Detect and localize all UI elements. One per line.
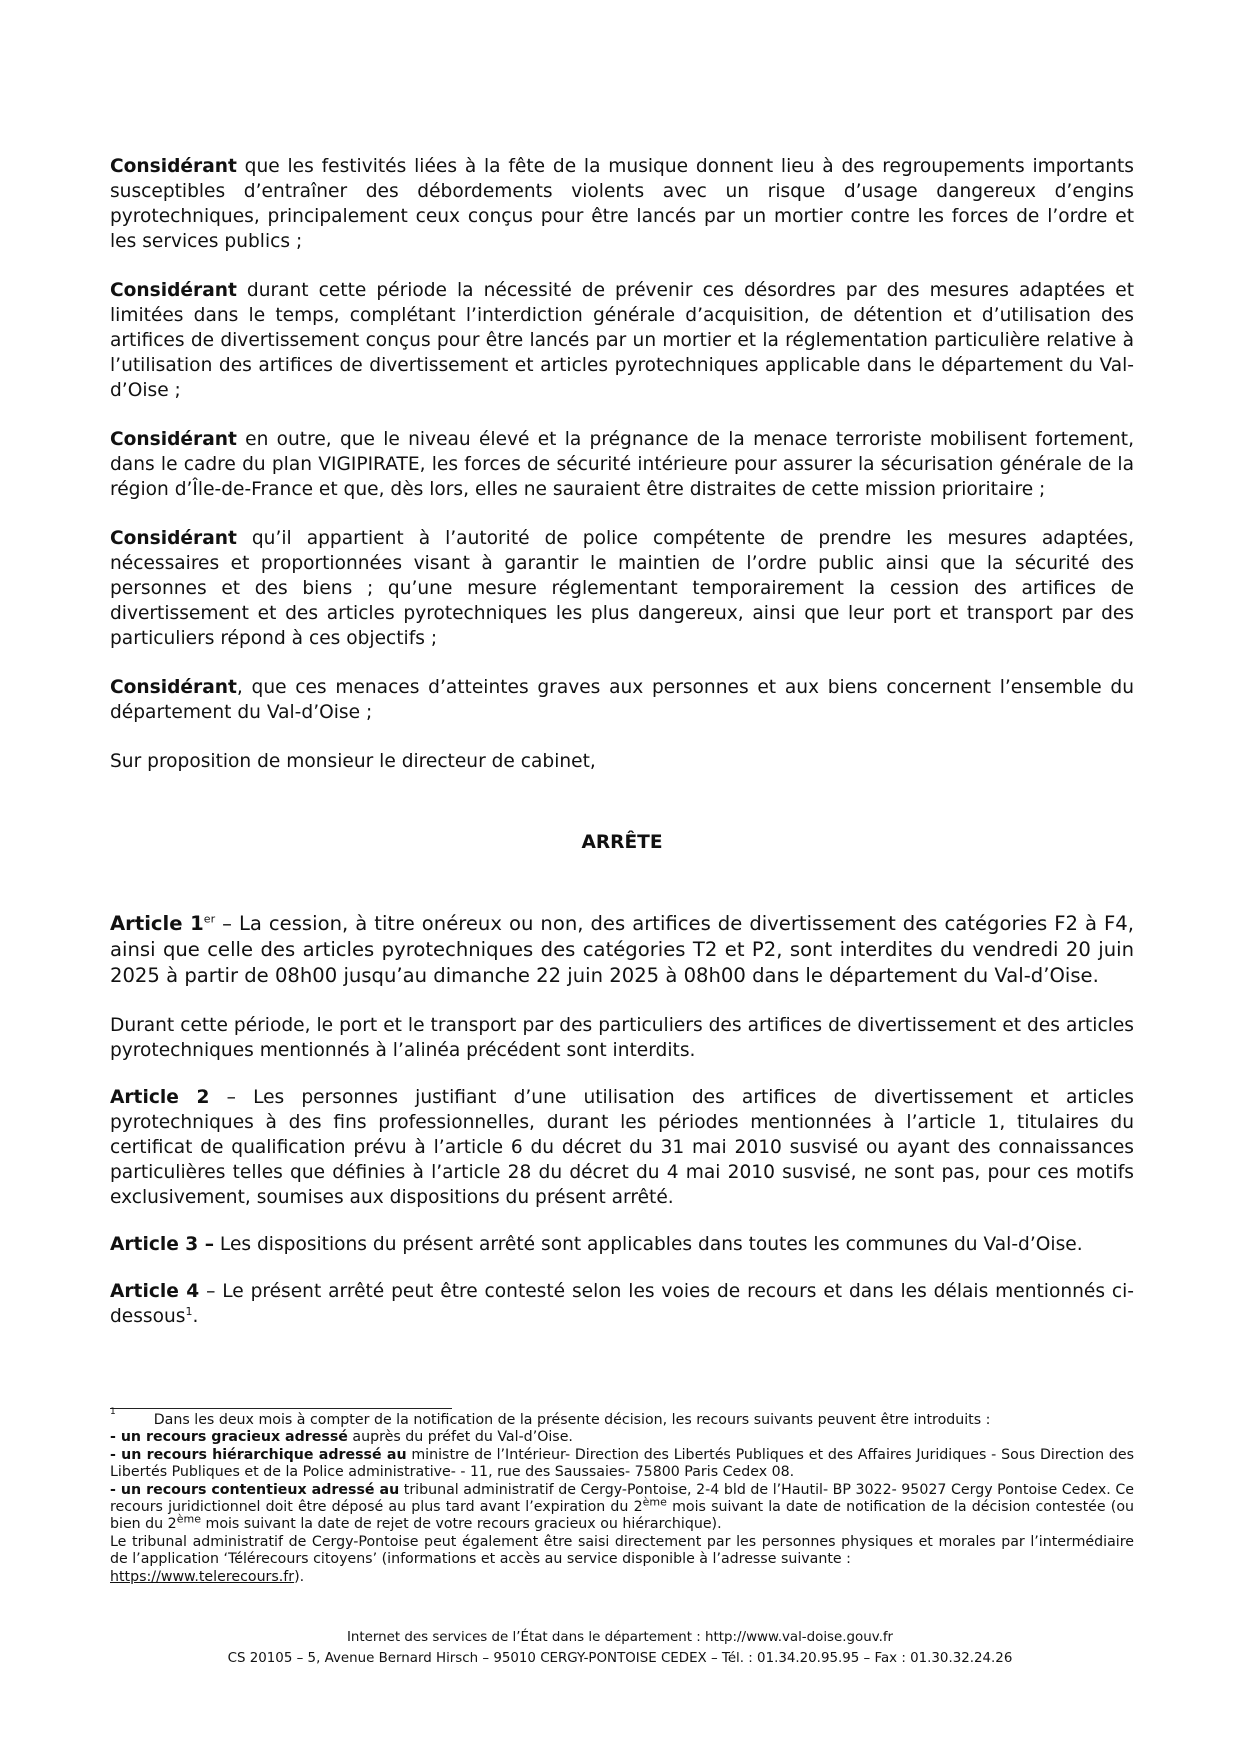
article-3 bbox=[110, 1232, 1134, 1257]
footnote-number: 1 bbox=[110, 1407, 116, 1417]
footnote-hierarchique bbox=[110, 1447, 1134, 1482]
considerant-lead: Considérant bbox=[110, 677, 237, 698]
footnote-hierarchique-text: ministre de l’Intérieur- Direction des Libertés Publiques et des Affaires Juridiques - Sous Direction des Libertés Publiques et de la Police administrative- - 11, rue des Saussaies- 75800 Paris Cedex 08. bbox=[110, 1446, 1134, 1481]
footnote-link-end: ). bbox=[294, 1568, 305, 1585]
article-4-text: – Le présent arrêté peut être contesté selon les voies de recours et dans les délais mentionnés ci-dessous bbox=[110, 1281, 1134, 1327]
footnote-telerecours bbox=[110, 1534, 1134, 1586]
article-2 bbox=[110, 1085, 1134, 1210]
footnote-ref[interactable]: 1 bbox=[185, 1304, 193, 1318]
footnote-intro-text: Dans les deux mois à compter de la notification de la présente décision, les recours suivants peuvent être introduits : bbox=[153, 1412, 991, 1428]
document-body bbox=[110, 154, 1134, 1329]
considerant-text: qu’il appartient à l’autorité de police compétente de prendre les mesures adaptées, nécessaires et proportionnées visant à garantir le maintien de l’ordre public ainsi que la sécurité des personnes et des biens ; qu’une mesure réglementant temporairement la cession des artifices de divertissement et des articles pyrotechniques les plus dangereux, ainsi que leur port et transport par des particuliers répond à ces objectifs ; bbox=[110, 528, 1134, 649]
article-2-text: – Les personnes justifiant d’une utilisation des artifices de divertissement et articles pyrotechniques à des fins professionnelles, durant les périodes mentionnées à l’article 1, titulaires du certificat de qualification prévu à l’article 6 du décret du 31 mai 2010 susvisé ou ayant des connaissances particulières telles que définies à l’article 28 du décret du 4 mai 2010 susvisé, ne sont pas, pour ces motifs exclusivement, soumises aux dispositions du présent arrêté. bbox=[110, 1087, 1134, 1208]
considerant-lead: Considérant bbox=[110, 156, 237, 177]
footnote-contentieux-text-a: tribunal administratif de Cergy-Pontoise, 2-4 bld de l’Hautil- BP 3022- 95027 Cergy Pontoise Cedex. Ce recours juridictionnel doit être déposé au plus tard avant l’expiration du 2 bbox=[110, 1481, 1134, 1516]
article-3-text: Les dispositions du présent arrêté sont applicables dans toutes les communes du Val-d’Oise. bbox=[214, 1234, 1083, 1255]
article-2-lead: Article 2 bbox=[110, 1087, 210, 1108]
considerant-text: en outre, que le niveau élevé et la prégnance de la menace terroriste mobilisent fortement, dans le cadre du plan VIGIPIRATE, les forces de sécurité intérieure pour assurer la sécurisation générale de la région d’Île-de-France et que, dès lors, elles ne sauraient être distraites de cette mission prioritaire ; bbox=[110, 429, 1134, 500]
considerant-text: durant cette période la nécessité de prévenir ces désordres par des mesures adaptées et limitées dans le temps, complétant l’interdiction générale d’acquisition, de détention et d’utilisation des artifices de divertissement conçus pour être lancés par un mortier et la réglementation particulière relative à l’utilisation des artifices de divertissement et articles pyrotechniques applicable dans le département du Val-d’Oise ; bbox=[110, 280, 1134, 401]
considerant-paragraph bbox=[110, 154, 1134, 254]
considerant-paragraph bbox=[110, 278, 1134, 403]
considerant-paragraph bbox=[110, 526, 1134, 651]
footnote-gracieux bbox=[110, 1429, 1134, 1446]
considerant-lead: Considérant bbox=[110, 528, 237, 549]
footnote-telerecours-text: Le tribunal administratif de Cergy-Pontoise peut également être saisi directement par les personnes physiques et morales par l’intermédiaire de l’application ‘Télérecours citoyens’ (informations et accès au service disponible à l’adresse suivante : bbox=[110, 1533, 1134, 1568]
article-1-lead: Article 1 bbox=[110, 912, 204, 935]
arrete-heading: ARRÊTE bbox=[581, 832, 663, 853]
considerant-text: , que ces menaces d’atteintes graves aux personnes et aux biens concernent l’ensemble du département du Val-d’Oise ; bbox=[110, 677, 1134, 723]
footnote-sup-a: ème bbox=[642, 1495, 667, 1509]
footer-website-line: Internet des services de l’État dans le département : http://www.val-doise.gouv.fr bbox=[346, 1630, 894, 1645]
footnote-divider bbox=[110, 1408, 452, 1409]
footnote-intro bbox=[110, 1407, 1134, 1429]
footnote-sup-b: ème bbox=[176, 1512, 201, 1526]
article-4 bbox=[110, 1279, 1134, 1329]
footnotes bbox=[110, 1407, 1135, 1586]
article-1-sup: er bbox=[203, 912, 216, 926]
article-4-lead: Article 4 bbox=[110, 1281, 200, 1302]
proposition-line: Sur proposition de monsieur le directeur de cabinet, bbox=[110, 751, 596, 772]
considerant-lead: Considérant bbox=[110, 429, 237, 450]
footer-address-line: CS 20105 – 5, Avenue Bernard Hirsch – 95010 CERGY-PONTOISE CEDEX – Tél. : 01.34.20.95.95 – Fax : 01.30.32.24.26 bbox=[227, 1651, 1013, 1666]
article-1 bbox=[110, 911, 1134, 989]
considerant-paragraph bbox=[110, 427, 1134, 502]
durant-paragraph: Durant cette période, le port et le transport par des particuliers des artifices de divertissement et des articles pyrotechniques mentionnés à l’alinéa précédent sont interdits. bbox=[110, 1015, 1134, 1061]
article-4-end: . bbox=[192, 1306, 199, 1327]
article-3-lead: Article 3 – bbox=[110, 1234, 215, 1255]
footnote-gracieux-text: auprès du préfet du Val-d’Oise. bbox=[347, 1429, 573, 1446]
footnote-hierarchique-lead: - un recours hiérarchique adressé au bbox=[110, 1446, 407, 1463]
footnote-contentieux-text-b: mois suivant la date de notification de la décision contestée (ou bien du 2 bbox=[110, 1499, 1135, 1533]
footnote-contentieux-text-c: mois suivant la date de rejet de votre recours gracieux ou hiérarchique). bbox=[200, 1516, 722, 1533]
footnote-gracieux-lead: - un recours gracieux adressé bbox=[110, 1429, 348, 1446]
telerecours-link[interactable]: https://www.telerecours.fr bbox=[110, 1568, 295, 1585]
article-1-text: – La cession, à titre onéreux ou non, des artifices de divertissement des catégories F2 à F4, ainsi que celle des articles pyrotechniques des catégories T2 et P2, sont interdites du vendredi 20 juin 2025 à partir de 08h00 jusqu’au dimanche 22 juin 2025 à 08h00 dans le département du Val-d’Oise. bbox=[110, 912, 1135, 987]
considerant-text: que les festivités liées à la fête de la musique donnent lieu à des regroupements importants susceptibles d’entraîner des débordements violents avec un risque d’usage dangereux d’engins pyrotechniques, principalement ceux conçus pour être lancés par un mortier contre les forces de l’ordre et les services publics ; bbox=[110, 156, 1134, 252]
footnote-contentieux-lead: - un recours contentieux adressé au bbox=[110, 1481, 400, 1498]
footnote-contentieux bbox=[110, 1482, 1134, 1534]
considerant-lead: Considérant bbox=[110, 280, 237, 301]
considerant-paragraph bbox=[110, 675, 1134, 725]
